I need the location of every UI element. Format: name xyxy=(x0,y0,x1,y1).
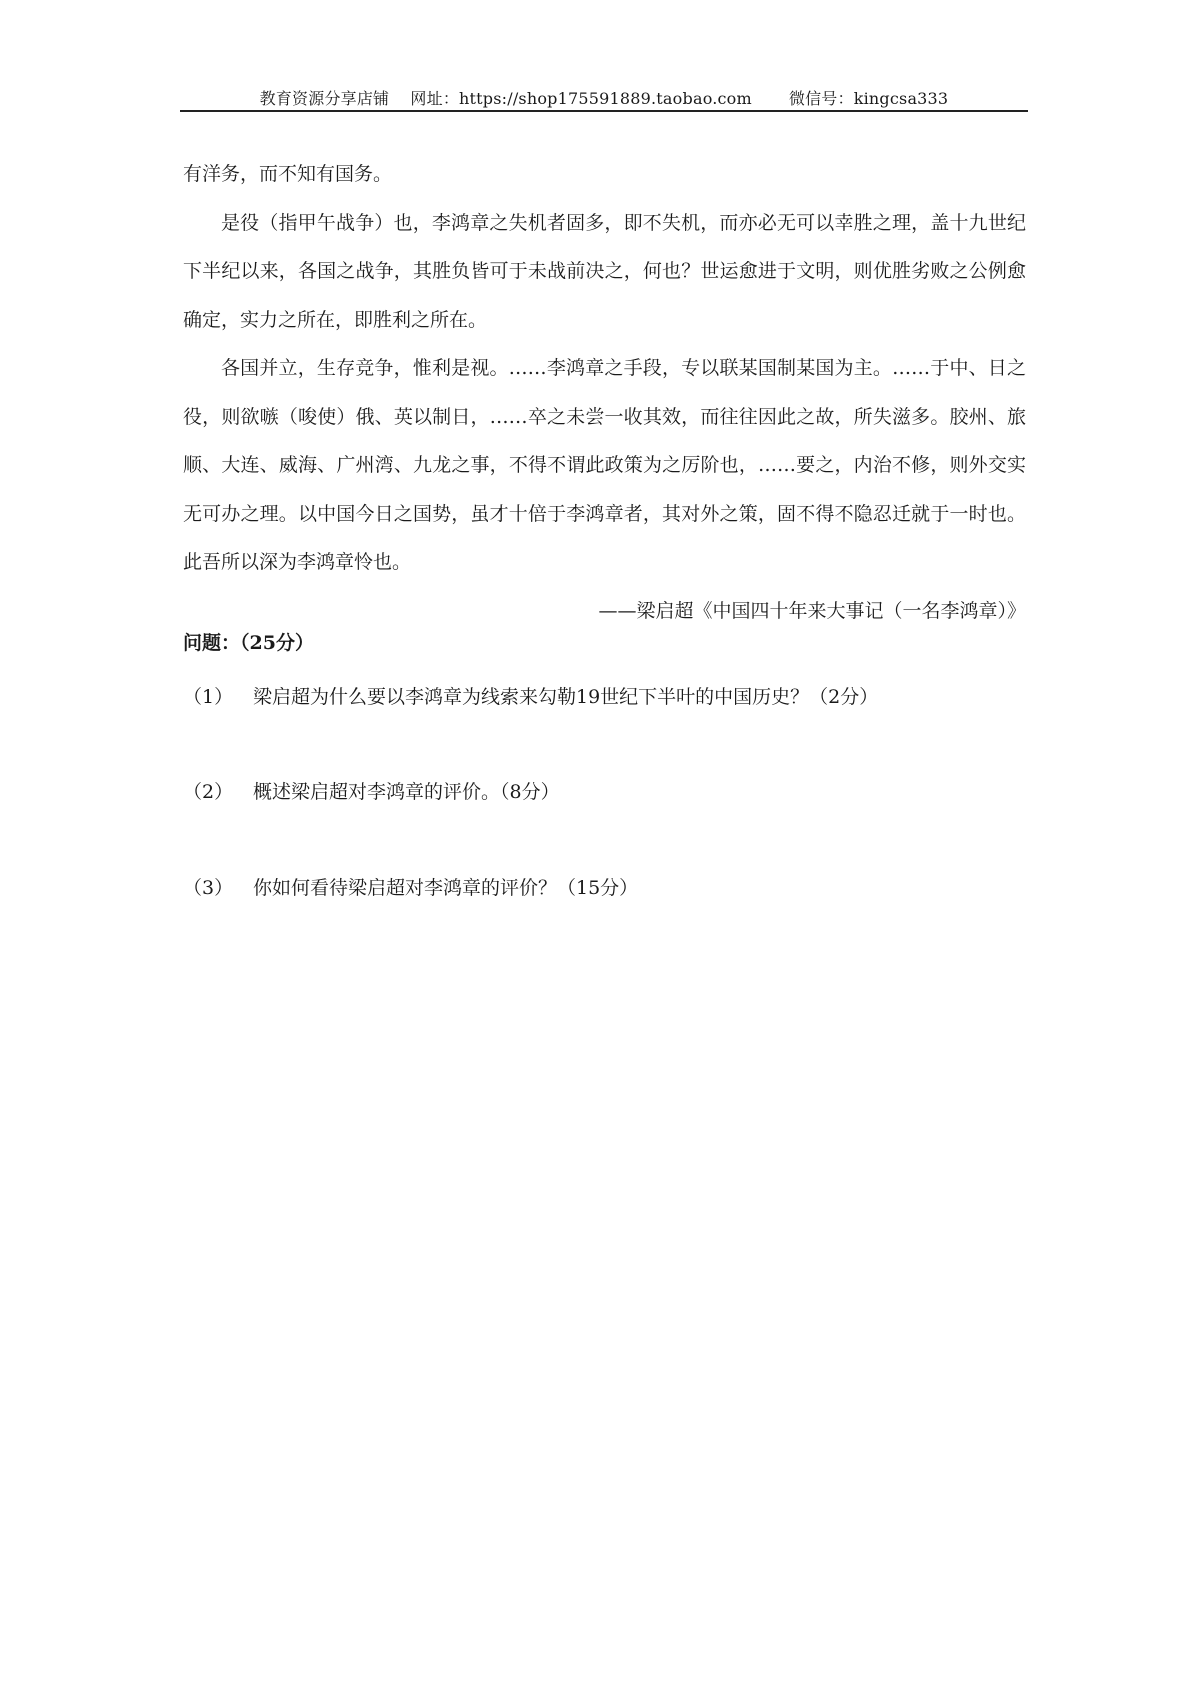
question-text: 概述梁启超对李鸿章的评价。（8分） xyxy=(253,781,560,803)
question-number: （2） xyxy=(183,781,234,803)
question-item xyxy=(183,682,878,709)
question-number: （1） xyxy=(183,686,234,708)
header-shop-name: 教育资源分享店铺 xyxy=(259,89,390,108)
passage-paragraph: 有洋务，而不知有国务。 xyxy=(183,163,393,185)
passage xyxy=(183,150,1026,635)
passage-paragraph: 各国并立，生存竞争，惟利是视。……李鸿章之手段，专以联某国制某国为主。……于中、日之役，则欲嗾（唆使）俄、英以制日，……卒之未尝一收其效，而往往因此之故，所失滋多。胶州、旅顺、大连、威海、广州湾、九龙之事，不得不谓此政策为之厉阶也，……要之，内治不修，则外交实无可办之理。以中国今日之国势，虽才十倍于李鸿章者，其对外之策，固不得不隐忍迁就于一时也。此吾所以深为李鸿章怜也。 xyxy=(183,357,1026,573)
question-text: 你如何看待梁启超对李鸿章的评价？（15分） xyxy=(253,877,639,899)
header-wechat: 微信号：kingcsa333 xyxy=(788,89,949,108)
page-header xyxy=(180,86,1028,109)
questions-title: 问题：（25分） xyxy=(183,632,314,654)
question-item xyxy=(183,777,560,804)
question-text: 梁启超为什么要以李鸿章为线索来勾勒19世纪下半叶的中国历史？（2分） xyxy=(253,686,879,708)
question-number: （3） xyxy=(183,877,234,899)
header-url: 网址：https://shop175591889.taobao.com xyxy=(410,89,752,108)
passage-source: ——梁启超《中国四十年来大事记（一名李鸿章）》 xyxy=(598,599,1026,622)
passage-paragraph: 是役（指甲午战争）也，李鸿章之失机者固多，即不失机，而亦必无可以幸胜之理，盖十九世纪下半纪以来，各国之战争，其胜负皆可于未战前决之，何也？世运愈进于文明，则优胜劣败之公例愈确定，实力之所在，即胜利之所在。 xyxy=(183,211,1026,331)
header-divider xyxy=(180,110,1028,112)
question-item xyxy=(183,873,638,900)
